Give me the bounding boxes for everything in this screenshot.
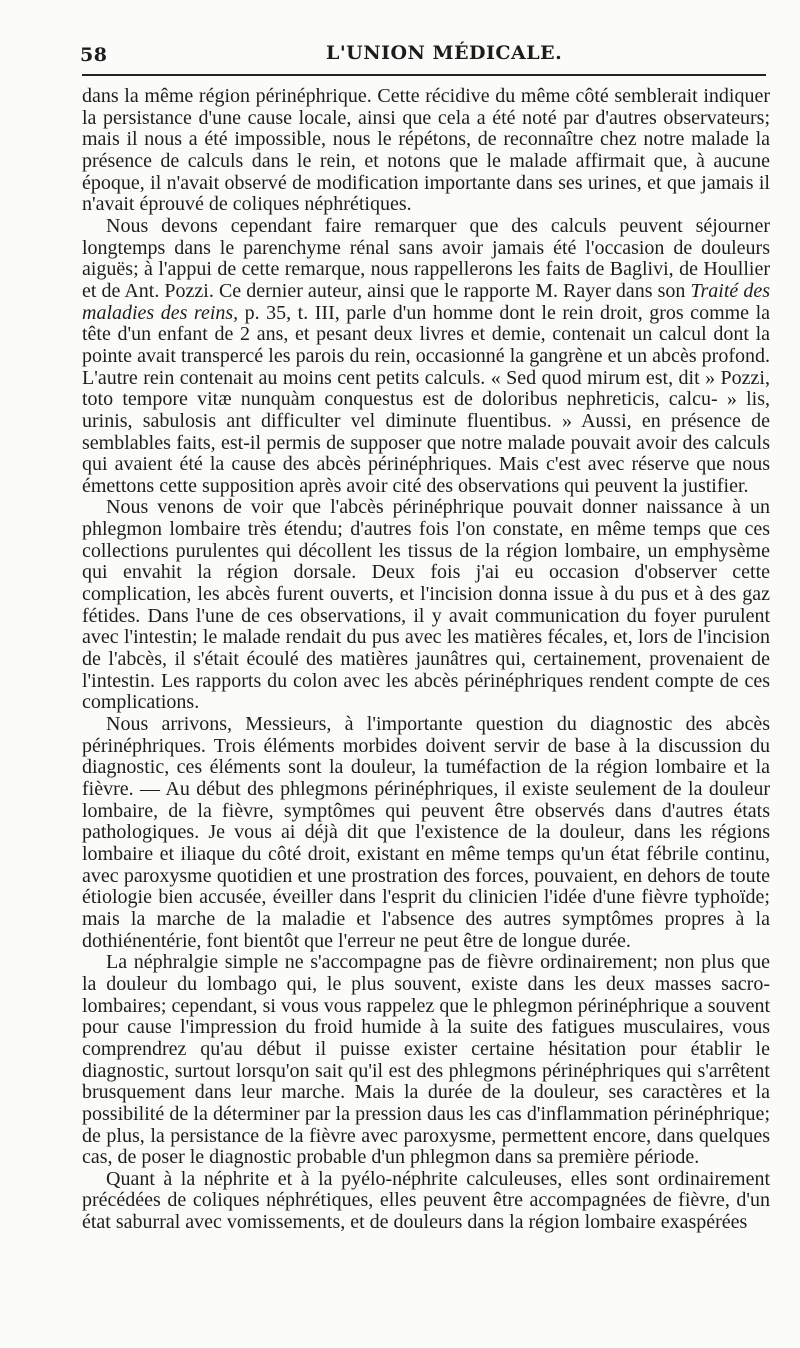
header-rule [82, 74, 766, 76]
paragraph [82, 1169, 770, 1234]
paragraph-text: p. 35, t. III, parle d'un homme dont le rein droit, gros comme la tête d'un enfant de 2 ans, et pesant deux livres et demie, contenait un calcul dont la pointe avait transpercé les parois du rein, occasionné la gangrène et un abcès profond. L'autre rein contenait au moins cent petits calculs. « Sed quod mirum est, dit » Pozzi, toto tempore vitæ nunquàm conquestus est de doloribus nephreticis, calcu- » lis, urinis, sabulosis ant difficulter vel diminute fluentibus. » Aussi, en présence de semblables faits, est-il permis de supposer que notre malade pouvait avoir des calculs qui avaient été la cause des abcès périnéphriques. Mais c'est avec réserve que nous émettons cette supposition après avoir cité des observations qui peuvent la justifier. [82, 301, 770, 497]
paragraph-text: Nous devons cependant faire remarquer que des calculs peuvent séjourner longtemps dans le parenchyme rénal sans avoir jamais été l'occasion de douleurs aiguës; à l'appui de cette remarque, nous rappellerons les faits de Baglivi, de Houllier et de Ant. Pozzi. Ce dernier auteur, ainsi que le rapporte M. Rayer dans son [82, 214, 770, 302]
page-header [80, 38, 766, 68]
article-body [82, 86, 770, 1234]
paragraph-text: dans la même région périnéphrique. Cette récidive du même côté semblerait indiquer la persistance d'une cause locale, ainsi que cela a été noté par d'autres observateurs; mais il nous a été impossible, nous le répétons, de reconnaître chez notre malade la présence de calculs dans le rein, et notons que le malade affirmait que, à aucune époque, il n'avait observé de modification importante dans ses urines, et que jamais il n'avait éprouvé de coliques néphrétiques. [82, 85, 770, 216]
paragraph [82, 497, 770, 714]
paragraph-text: Nous arrivons, Messieurs, à l'importante question du diagnostic des abcès périnéphriques. Trois éléments morbides doivent servir de base à la discussion du diagnostic, ces éléments sont la douleur, la tuméfaction de la région lombaire et la fièvre. — Au début des phlegmons périnéphriques, il existe seulement de la douleur lombaire, de la fièvre, symptômes qui peuvent être observés dans d'autres états pathologiques. Je vous ai déjà dit que l'existence de la douleur, dans les régions lombaire et iliaque du côté droit, existant en même temps qu'un état fébrile continu, avec paroxysme quotidien et une prostration des forces, pouvaient, en dehors de toute étiologie bien accusée, éveiller dans l'esprit du clinicien l'idée d'une fièvre typhoïde; mais la marche de la maladie et l'absence des autres symptômes propres à la dothiénentérie, font bientôt que l'erreur ne peut être de longue durée. [82, 713, 770, 952]
paragraph-text: La néphralgie simple ne s'accompagne pas de fièvre ordinairement; non plus que la douleur du lombago qui, le plus souvent, existe dans les deux masses sacro-lombaires; cependant, si vous vous rappelez que le phlegmon périnéphrique a souvent pour cause l'impression du froid humide à la suite des fatigues musculaires, vous comprendrez qu'au début il puisse exister certaine hésitation pour établir le diagnostic, surtout lorsqu'on sait qu'il est des phlegmons périnéphriques qui s'arrêtent brusquement dans leur marche. Mais la durée de la douleur, ses caractères et la possibilité de la déterminer par la pression daus les cas d'inflammation périnéphrique; de plus, la persistance de la fièvre avec paroxysme, permettent encore, dans quelques cas, de poser le diagnostic probable d'un phlegmon dans sa première période. [82, 951, 770, 1169]
paragraph-text: Nous venons de voir que l'abcès périnéphrique pouvait donner naissance à un phlegmon lombaire très étendu; d'autres fois l'on constate, en même temps que ces collections purulentes qui décollent les tissus de la région lombaire, un emphysème qui envahit la région dorsale. Deux fois j'ai eu occasion d'observer cette complication, les abcès furent ouverts, et l'incision donna issue à du pus et à des gaz fétides. Dans l'une de ces observations, il y avait communication du foyer purulent avec l'intestin; le malade rendait du pus avec les matières fécales, et, lors de l'incision de l'abcès, il s'était écoulé des matières jaunâtres qui, certainement, provenaient de l'intestin. Les rapports du colon avec les abcès périnéphriques rendent compte de ces complications. [82, 496, 770, 714]
book-title: Traité des maladies des reins, [82, 279, 770, 324]
running-title: L'UNION MÉDICALE. [326, 42, 563, 64]
paragraph [82, 86, 770, 216]
paragraph [82, 216, 770, 498]
paragraph [82, 952, 770, 1169]
paragraph [82, 714, 770, 952]
page-number: 58 [80, 44, 108, 66]
paragraph-text: Quant à la néphrite et à la pyélo-néphrite calculeuses, elles sont ordinairement précédées de coliques néphrétiques, elles peuvent être accompagnées de fièvre, d'un état saburral avec vomissements, et de douleurs dans la région lombaire exaspérées [82, 1167, 770, 1234]
